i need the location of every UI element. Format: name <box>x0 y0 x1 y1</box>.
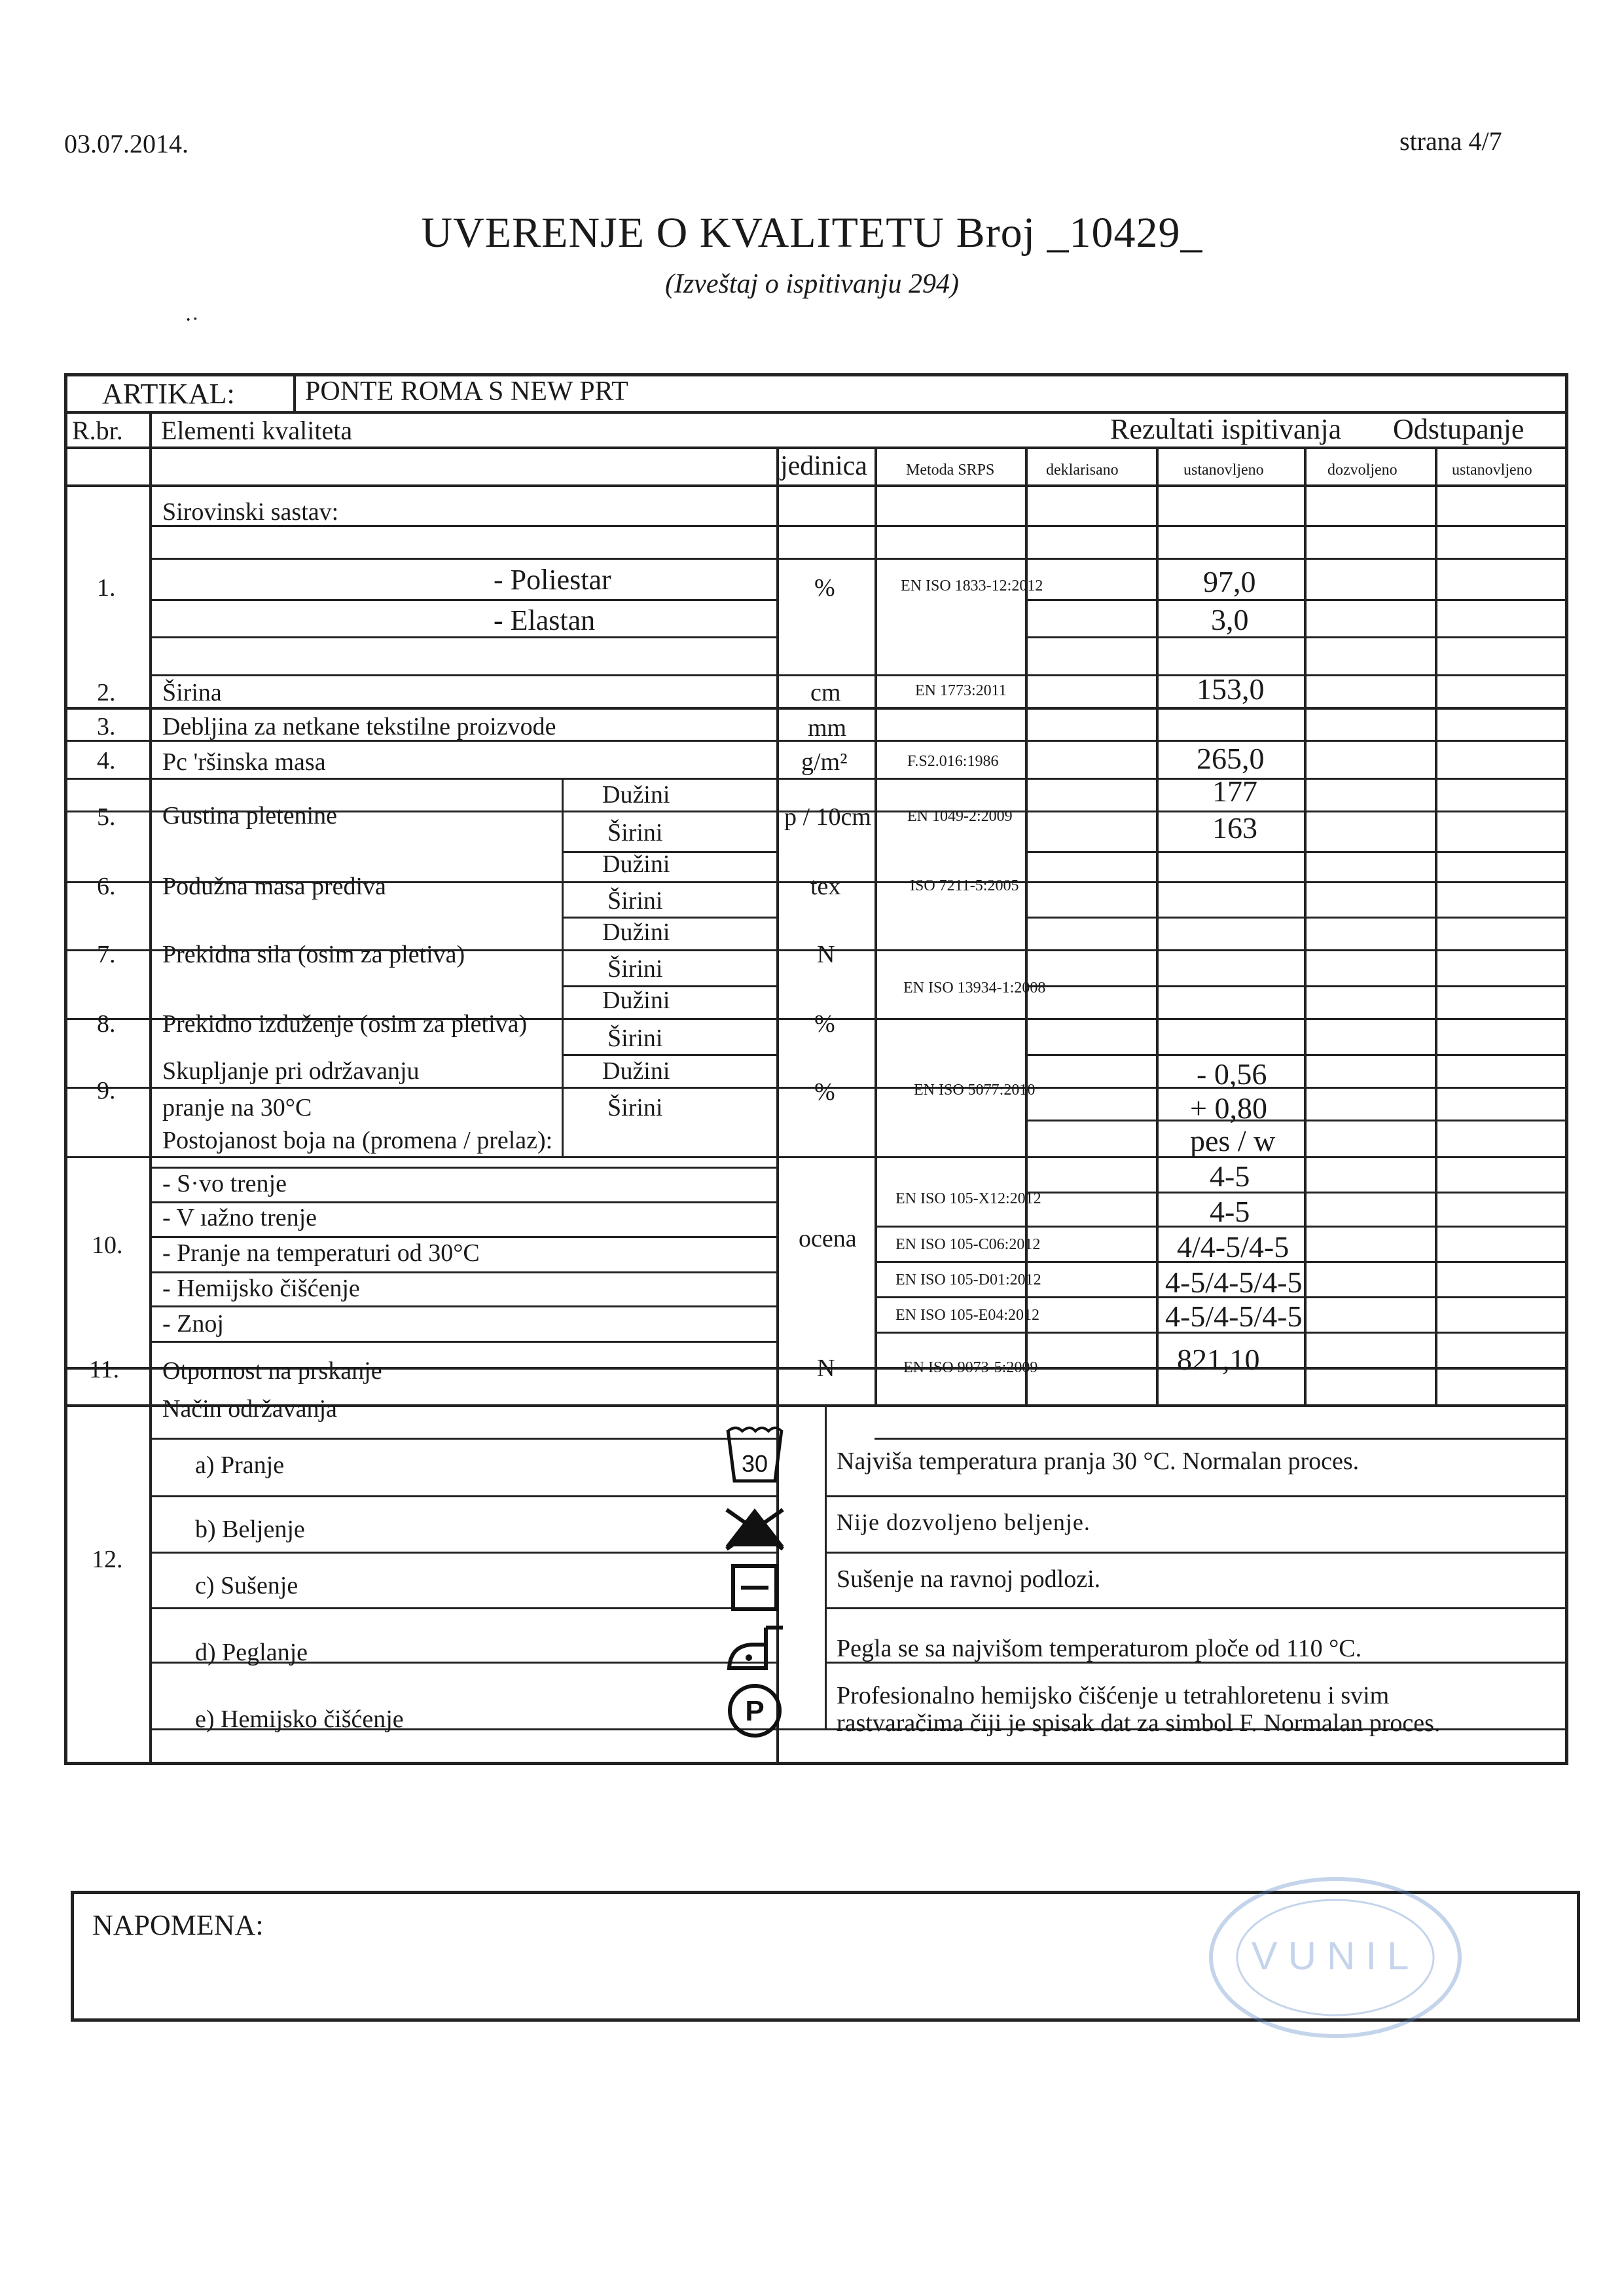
care-item-label: b) Beljenje <box>195 1516 305 1543</box>
row-unit: mm <box>808 714 847 742</box>
col-metoda: Metoda SRPS <box>906 462 995 479</box>
col-deklarisano: deklarisano <box>1046 462 1119 479</box>
care-item-label: a) Pranje <box>195 1451 285 1479</box>
row-sublabel: - Znoj <box>162 1310 224 1338</box>
row-direction: Dužini <box>602 919 670 946</box>
row-value: 97,0 <box>1203 565 1256 598</box>
row-label: Podužna masa prediva <box>162 873 386 900</box>
dry-flat-icon <box>731 1563 779 1612</box>
row-direction: Dužini <box>602 987 670 1014</box>
row-direction: Širini <box>607 1094 663 1121</box>
care-description: Pegla se sa najvišom temperaturom ploče od 110 °C. <box>837 1635 1362 1662</box>
row-sublabel: - S·vo trenje <box>162 1170 287 1197</box>
row-number: 4. <box>97 747 116 774</box>
document-date: 03.07.2014. <box>64 129 189 158</box>
row-method: EN ISO 105-D01:2012 <box>895 1271 1041 1288</box>
row-sublabel: - Elastan <box>494 604 596 636</box>
row-direction: Dužini <box>602 781 670 809</box>
scan-mark: ·ᐧ <box>185 308 198 332</box>
document-subtitle: (Izveštaj o ispitivanju 294) <box>664 269 960 299</box>
row-sublabel: - Pranje na temperaturi od 30°C <box>162 1239 480 1267</box>
col-elementi: Elementi kvaliteta <box>161 416 353 445</box>
col-ustanovljeno: ustanovljeno <box>1183 462 1264 479</box>
row-direction: Širini <box>607 887 663 915</box>
row-unit: p / 10cm <box>784 803 871 831</box>
row-method: EN ISO 9073-5:2009 <box>903 1359 1038 1376</box>
care-description: Najviša temperatura pranja 30 °C. Normalan proces. <box>837 1448 1360 1475</box>
row-value: 3,0 <box>1211 603 1249 636</box>
no-bleach-icon <box>723 1506 787 1552</box>
quality-table <box>64 373 1568 1765</box>
col-dozvoljeno: dozvoljeno <box>1327 462 1398 479</box>
institute-stamp <box>1198 1866 1473 2049</box>
row-unit: N <box>817 941 835 968</box>
row-unit: % <box>814 1010 835 1038</box>
row-label: Pc 'ršinska masa <box>162 748 326 776</box>
wash-30-icon <box>725 1423 784 1486</box>
row-unit: tex <box>810 873 841 900</box>
row-label: pranje na 30°C <box>162 1094 312 1121</box>
row-method: F.S2.016:1986 <box>907 753 999 770</box>
row-label: Sirovinski sastav: <box>162 498 339 526</box>
row-label: Prekidno izduženje (osim za pletiva) <box>162 1010 528 1038</box>
row-number: 7. <box>97 941 116 968</box>
row-number: 5. <box>97 803 116 831</box>
row-method: EN 1049-2:2009 <box>907 808 1013 825</box>
row-value: 4-5 <box>1210 1195 1250 1228</box>
page-number: strana 4/7 <box>1399 126 1502 156</box>
row-number: 1. <box>97 574 116 602</box>
row-unit: g/m² <box>801 748 848 776</box>
row-value: 153,0 <box>1197 672 1265 706</box>
row-value: + 0,80 <box>1190 1091 1267 1125</box>
care-description: Profesionalno hemijsko čišćenje u tetrahloretenu i svim <box>837 1682 1390 1709</box>
row-method: EN ISO 5077:2010 <box>914 1082 1036 1099</box>
artikal-value: PONTE ROMA S NEW PRT <box>305 376 628 407</box>
care-description: rastvaračima čiji je spisak dat za simbol F. Normalan proces. <box>837 1709 1441 1737</box>
row-method: EN ISO 1833-12:2012 <box>901 577 1043 594</box>
row-direction: Širini <box>607 1025 663 1052</box>
row-number: 6. <box>97 873 116 900</box>
row-sublabel: - Poliestar <box>494 564 611 596</box>
row-number: 10. <box>92 1231 123 1259</box>
care-item-label: d) Peglanje <box>195 1639 308 1666</box>
row-value: 4-5/4-5/4-5 <box>1165 1266 1303 1299</box>
svg-text:P: P <box>745 1695 765 1727</box>
row-number: 2. <box>97 679 116 706</box>
row-label: Gustina pletenine <box>162 802 337 829</box>
row-direction: Dužini <box>602 1057 670 1085</box>
color-legend: pes / w <box>1190 1124 1276 1157</box>
row-label: Postojanost boja na (promena / prelaz): <box>162 1127 553 1154</box>
row-value: - 0,56 <box>1197 1057 1267 1091</box>
row-value: 163 <box>1212 811 1257 845</box>
row-method: EN 1773:2011 <box>915 682 1007 699</box>
svg-text:VUNIL: VUNIL <box>1251 1934 1420 1978</box>
col-rezultati: Rezultati ispitivanja <box>1110 413 1342 445</box>
row-number: 11. <box>89 1356 120 1383</box>
row-method: ISO 7211-5:2005 <box>910 877 1019 894</box>
row-value: 4-5/4-5/4-5 <box>1165 1300 1303 1333</box>
row-label: Način održavanja <box>162 1395 337 1423</box>
care-description: Sušenje na ravnoj podlozi. <box>837 1565 1101 1593</box>
row-label: Skupljanje pri održavanju <box>162 1057 420 1085</box>
dry-clean-p-icon <box>727 1683 783 1739</box>
care-item-label: e) Hemijsko čišćenje <box>195 1705 404 1733</box>
col-rbr: R.br. <box>72 416 123 445</box>
row-sublabel: - Hemijsko čišćenje <box>162 1275 360 1302</box>
svg-text:30: 30 <box>741 1450 768 1477</box>
document-title: UVERENJE O KVALITETU Broj _10429_ <box>421 209 1203 257</box>
col-odstupanje: Odstupanje <box>1393 413 1525 445</box>
row-method: EN ISO 105-C06:2012 <box>895 1236 1041 1253</box>
row-unit: N <box>817 1355 835 1382</box>
col-ustanovljeno-2: ustanovljeno <box>1452 462 1532 479</box>
row-label: Prekidna sila (osim za pletiva) <box>162 941 465 968</box>
row-unit: cm <box>810 679 841 706</box>
row-method: EN ISO 105-E04:2012 <box>895 1307 1039 1324</box>
row-unit: % <box>814 574 835 602</box>
care-item-label: c) Sušenje <box>195 1572 298 1599</box>
artikal-label: ARTIKAL: <box>102 378 235 410</box>
row-number: 3. <box>97 713 116 740</box>
row-direction: Dužini <box>602 850 670 878</box>
row-direction: Širini <box>607 955 663 983</box>
row-label: Debljina za netkane tekstilne proizvode <box>162 713 556 740</box>
iron-icon <box>725 1625 785 1672</box>
row-value: 4-5 <box>1210 1159 1250 1193</box>
note-label: NAPOMENA: <box>92 1909 264 1941</box>
row-unit: ocena <box>799 1225 857 1252</box>
row-unit: % <box>814 1078 835 1106</box>
row-value: 821,10 <box>1177 1343 1260 1376</box>
col-jedinica: jedinica <box>780 451 867 481</box>
row-value: 4/4-5/4-5 <box>1177 1230 1290 1264</box>
row-sublabel: - V ıažno trenje <box>162 1204 317 1231</box>
row-number: 12. <box>92 1546 123 1573</box>
row-direction: Širini <box>607 819 663 847</box>
row-number: 8. <box>97 1010 116 1038</box>
row-label: Otpornost na prskanje <box>162 1357 382 1385</box>
care-description: Nije dozvoljeno beljenje. <box>837 1509 1091 1535</box>
row-method: EN ISO 13934-1:2008 <box>903 979 1046 996</box>
row-label: Širina <box>162 679 222 706</box>
row-number: 9. <box>97 1077 116 1104</box>
row-value: 177 <box>1212 774 1257 808</box>
row-value: 265,0 <box>1197 742 1265 775</box>
row-method: EN ISO 105-X12:2012 <box>895 1190 1041 1207</box>
